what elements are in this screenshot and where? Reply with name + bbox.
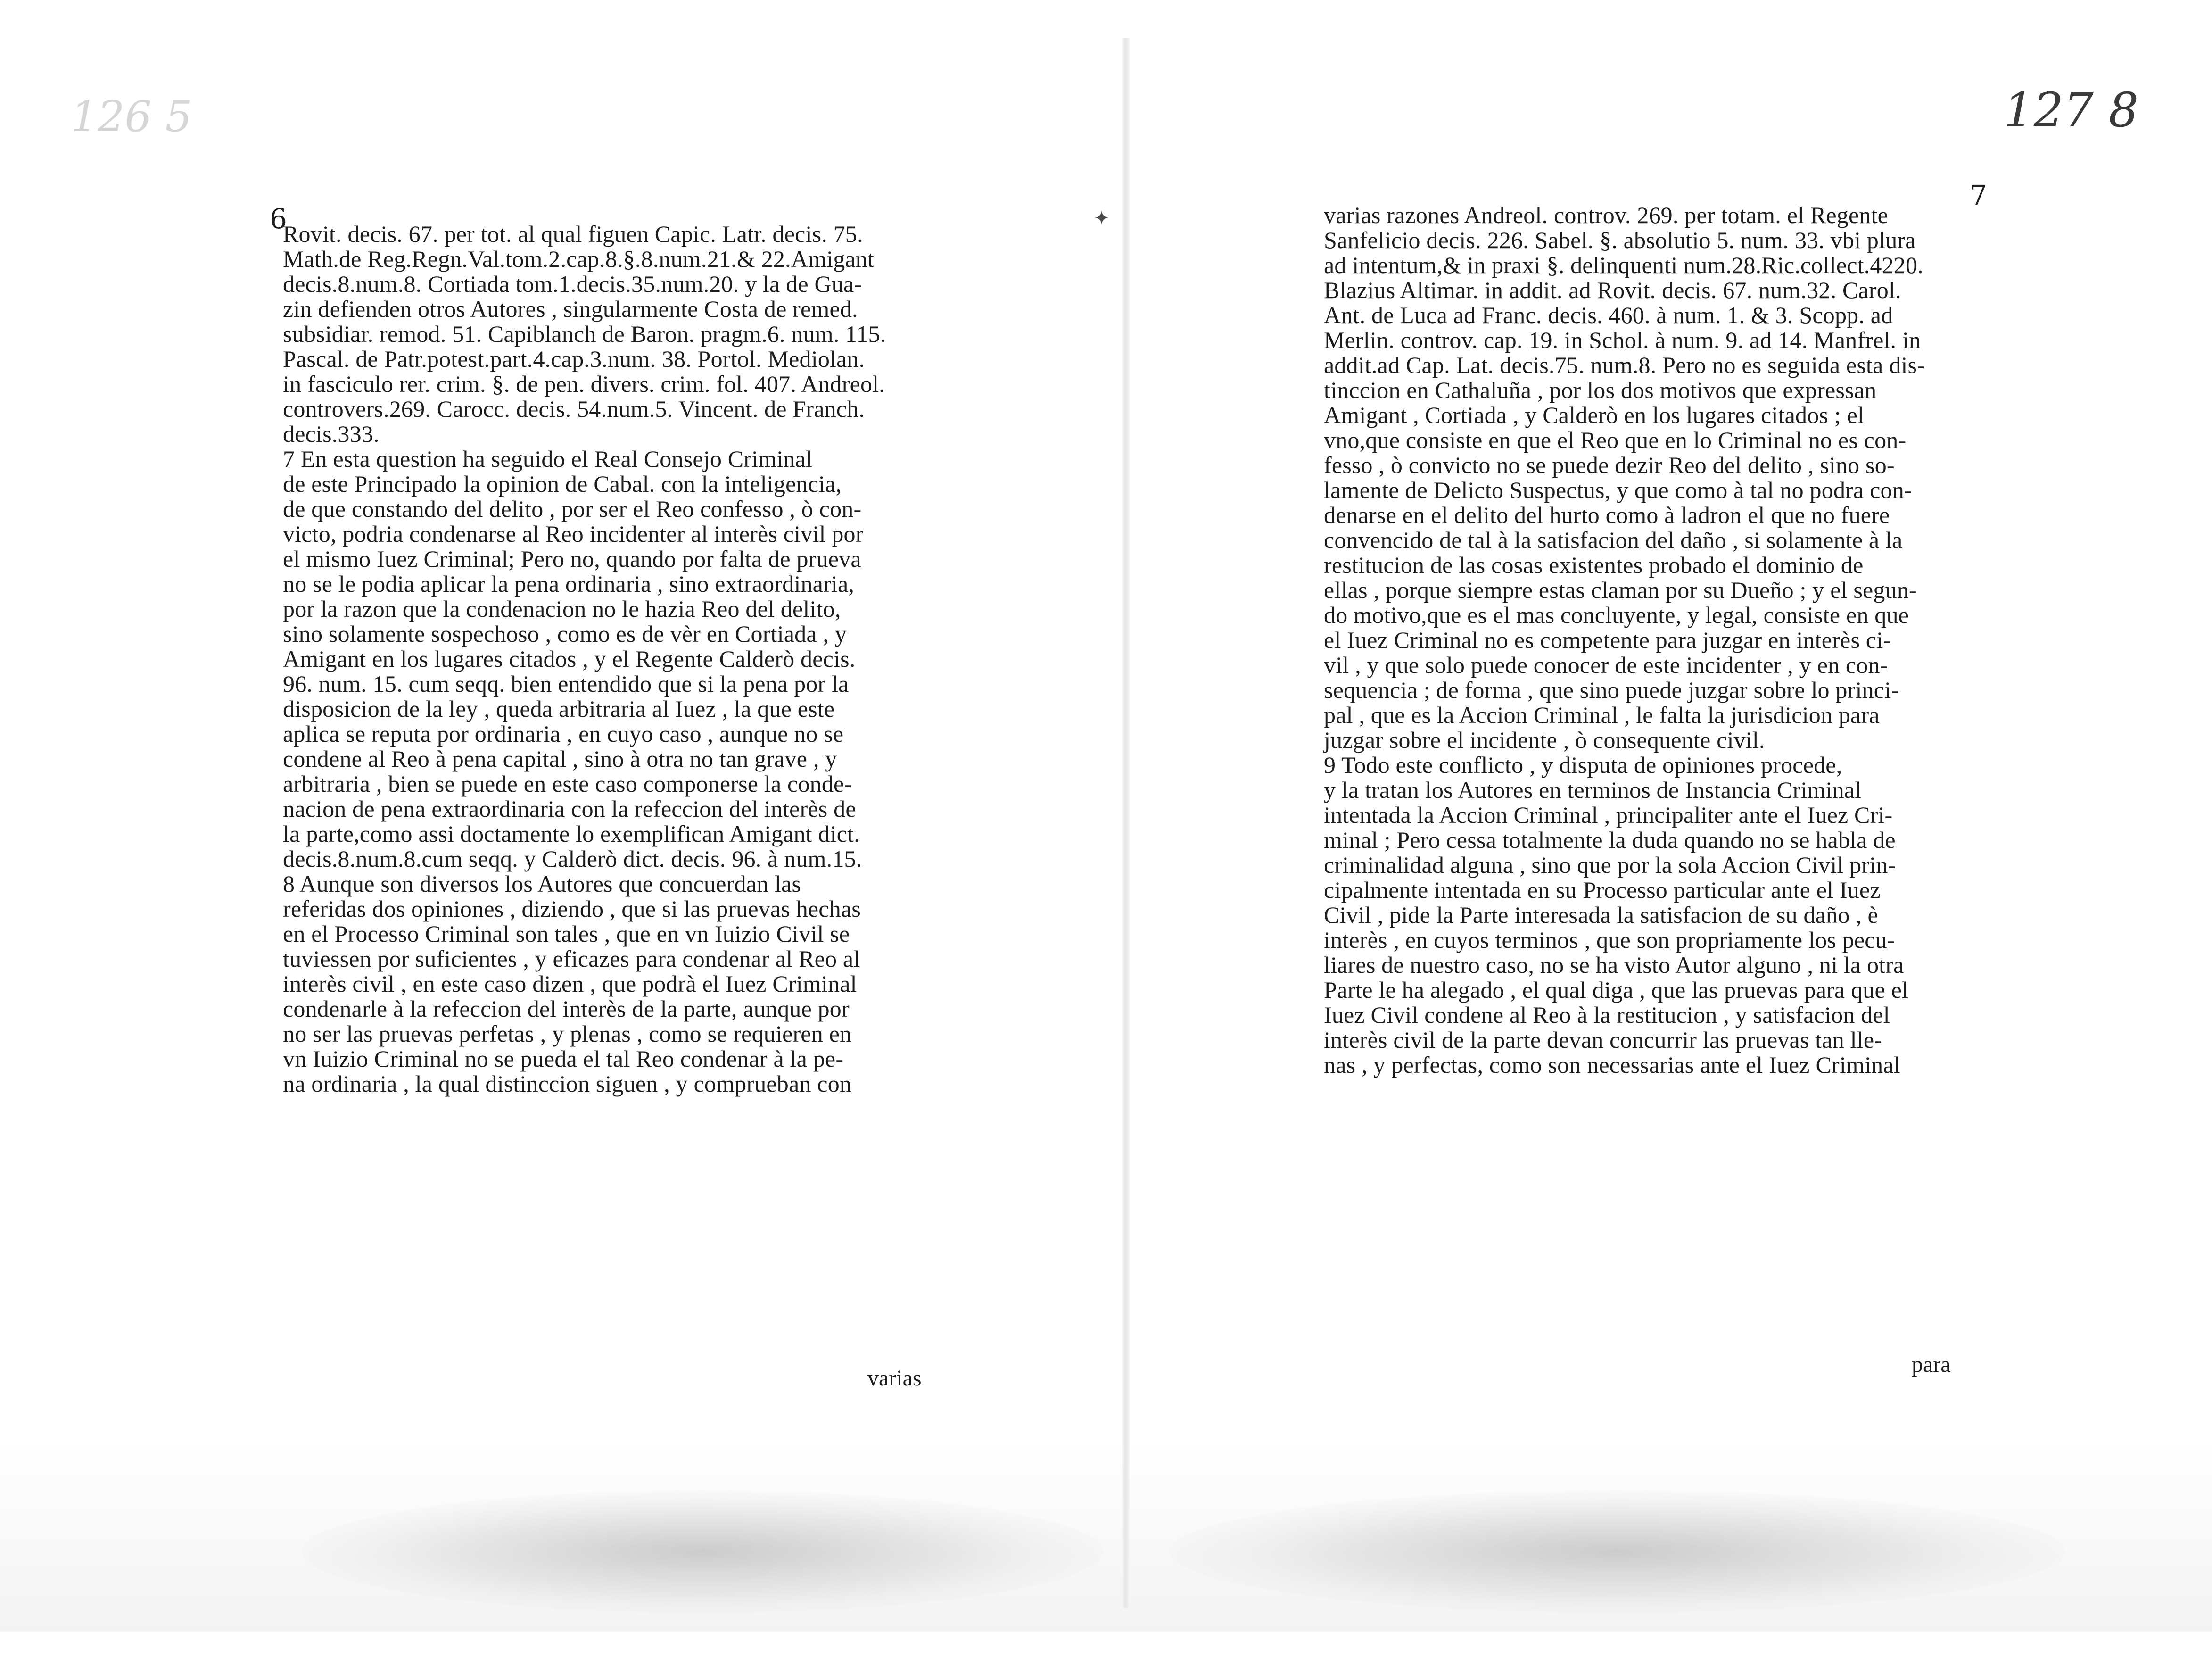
text-line: disposicion de la ley , queda arbitraria al Iuez , la que este [283, 696, 835, 722]
text-line: varias razones Andreol. controv. 269. per totam. el Regente [1324, 202, 1889, 228]
text-line: Math.de Reg.Regn.Val.tom.2.cap.8.§.8.num.21.& 22.Amigant [283, 246, 875, 272]
text-line: lamente de Delicto Suspectus, y que como à tal no podra con- [1324, 477, 1912, 503]
text-line: de este Principado la opinion de Cabal. con la inteligencia, [283, 471, 842, 497]
text-line: interès civil , en este caso dizen , que podrà el Iuez Criminal [283, 971, 857, 997]
text-line: 96. num. 15. cum seqq. bien entendido que si la pena por la [283, 671, 849, 697]
text-line: 8 Aunque son diversos los Autores que concuerdan las [283, 871, 801, 897]
text-line: minal ; Pero cessa totalmente la duda quando no se habla de [1324, 827, 1896, 853]
text-line: Amigant en los lugares citados , y el Regente Calderò decis. [283, 646, 856, 672]
text-line: decis.333. [283, 421, 380, 447]
text-line: interès civil de la parte devan concurrir las pruevas tan lle- [1324, 1027, 1882, 1053]
text-line: nas , y perfectas, como son necessarias ante el Iuez Criminal [1324, 1052, 1900, 1078]
text-line: vil , y que solo puede conocer de este incidenter , y en con- [1324, 652, 1888, 678]
left-page-shadow [302, 1490, 1103, 1613]
text-line: na ordinaria , la qual distinccion siguen , y comprueban con [283, 1070, 852, 1097]
gutter-mark: ✦ [1094, 207, 1110, 229]
text-line: Civil , pide la Parte interesada la satisfacion de su daño , è [1324, 902, 1878, 928]
text-line: convencido de tal à la satisfacion del daño , si solamente à la [1324, 527, 1903, 553]
text-line: 9 Todo este conflicto , y disputa de opiniones procede, [1324, 752, 1842, 778]
right-page-shadow [1169, 1490, 2065, 1613]
text-line: intentada la Accion Criminal , principaliter ante el Iuez Cri- [1324, 802, 1893, 828]
text-line: Iuez Civil condene al Reo à la restitucion , y satisfacion del [1324, 1002, 1890, 1028]
text-line: vno,que consiste en que el Reo que en lo Criminal no es con- [1324, 427, 1907, 453]
text-line: tuviessen por suficientes , y eficazes para condenar al Reo al [283, 946, 860, 972]
text-line: Pascal. de Patr.potest.part.4.cap.3.num. 38. Portol. Mediolan. [283, 346, 865, 372]
left-page-number: 6 [270, 203, 287, 235]
text-line: nacion de pena extraordinaria con la refeccion del interès de [283, 796, 856, 822]
left-catchword: varias [867, 1366, 922, 1391]
text-line: Parte le ha alegado , el qual diga , que las pruevas para que el [1324, 977, 1909, 1003]
text-line: arbitraria , bien se puede en este caso componerse la conde- [283, 771, 852, 797]
text-line: condene al Reo à pena capital , sino à otra no tan grave , y [283, 746, 837, 772]
text-line: condenarle à la refeccion del interès de la parte, aunque por [283, 995, 850, 1022]
book-gutter [1122, 38, 1130, 1608]
text-line: interès , en cuyos terminos , que son propriamente los pecu- [1324, 927, 1895, 953]
text-line: victo, podria condenarse al Reo incidenter al interès civil por [283, 521, 864, 547]
text-line: no ser las pruevas perfetas , y plenas , como se requieren en [283, 1020, 852, 1047]
text-line: in fasciculo rer. crim. §. de pen. divers. crim. fol. 407. Andreol. [283, 371, 885, 397]
text-line: addit.ad Cap. Lat. decis.75. num.8. Pero no es seguida esta dis- [1324, 352, 1925, 378]
text-line: ad intentum,& in praxi §. delinquenti num.28.Ric.collect.4220. [1324, 252, 1923, 278]
text-line: Amigant , Cortiada , y Calderò en los lugares citados ; el [1324, 402, 1865, 428]
text-line: vn Iuizio Criminal no se pueda el tal Reo condenar à la pe- [283, 1045, 844, 1072]
text-line: por la razon que la condenacion no le hazia Reo del delito, [283, 596, 841, 622]
text-line: criminalidad alguna , sino que por la sola Accion Civil prin- [1324, 852, 1896, 878]
text-line: fesso , ò convicto no se puede dezir Reo del delito , sino so- [1324, 452, 1895, 478]
text-line: liares de nuestro caso, no se ha visto Autor alguno , ni la otra [1324, 952, 1904, 978]
text-line: el Iuez Criminal no es competente para juzgar en interès ci- [1324, 627, 1891, 653]
text-line: sequencia ; de forma , que sino puede juzgar sobre lo princi- [1324, 677, 1899, 703]
text-line: Merlin. controv. cap. 19. in Schol. à num. 9. ad 14. Manfrel. in [1324, 327, 1921, 353]
text-line: 7 En esta question ha seguido el Real Consejo Criminal [283, 446, 813, 472]
text-line: ellas , porque siempre estas claman por su Dueño ; y el segun- [1324, 577, 1917, 603]
text-line: la parte,como assi doctamente lo exemplifican Amigant dict. [283, 821, 860, 847]
text-line: no se le podia aplicar la pena ordinaria , sino extraordinaria, [283, 571, 855, 597]
right-catchword: para [1912, 1352, 1951, 1377]
text-line: denarse en el delito del hurto como à ladron el que no fuere [1324, 502, 1890, 528]
text-line: Blazius Altimar. in addit. ad Rovit. decis. 67. num.32. Carol. [1324, 277, 1901, 303]
text-line: Rovit. decis. 67. per tot. al qual figuen Capic. Latr. decis. 75. [283, 221, 863, 247]
text-line: pal , que es la Accion Criminal , le falta la jurisdicion para [1324, 702, 1880, 728]
left-corner-note: 126 5 [71, 92, 192, 141]
text-line: cipalmente intentada en su Processo particular ante el Iuez [1324, 877, 1881, 903]
right-page-number: 7 [1970, 179, 1987, 211]
right-body-text [1324, 203, 1993, 1078]
text-line: zin defienden otros Autores , singularmente Costa de remed. [283, 296, 858, 322]
text-line: juzgar sobre el incidente , ò consequente civil. [1324, 727, 1765, 753]
text-line: aplica se reputa por ordinaria , en cuyo caso , aunque no se [283, 721, 844, 747]
text-line: en el Processo Criminal son tales , que en vn Iuizio Civil se [283, 921, 850, 947]
text-line: de que constando del delito , por ser el Reo confesso , ò con- [283, 496, 862, 522]
text-line: controvers.269. Carocc. decis. 54.num.5. Vincent. de Franch. [283, 396, 865, 422]
text-line: referidas dos opiniones , diziendo , que si las pruevas hechas [283, 896, 861, 922]
text-line: subsidiar. remod. 51. Capiblanch de Baron. pragm.6. num. 115. [283, 321, 886, 347]
right-corner-note: 127 8 [2004, 83, 2139, 138]
text-line: Sanfelicio decis. 226. Sabel. §. absolutio 5. num. 33. vbi plura [1324, 227, 1916, 253]
text-line: y la tratan los Autores en terminos de Instancia Criminal [1324, 777, 1862, 803]
text-line: do motivo,que es el mas concluyente, y legal, consiste en que [1324, 602, 1909, 628]
text-line: tinccion en Cathaluña , por los dos motivos que expressan [1324, 377, 1877, 403]
text-line: decis.8.num.8.cum seqq. y Calderò dict. decis. 96. à num.15. [283, 846, 862, 872]
left-body-text [283, 222, 962, 1096]
text-line: Ant. de Luca ad Franc. decis. 460. à num. 1. & 3. Scopp. ad [1324, 302, 1893, 328]
text-line: decis.8.num.8. Cortiada tom.1.decis.35.num.20. y la de Gua- [283, 271, 862, 297]
text-line: sino solamente sospechoso , como es de vèr en Cortiada , y [283, 621, 847, 647]
text-line: restitucion de las cosas existentes probado el dominio de [1324, 552, 1864, 578]
text-line: el mismo Iuez Criminal; Pero no, quando por falta de prueva [283, 546, 861, 572]
